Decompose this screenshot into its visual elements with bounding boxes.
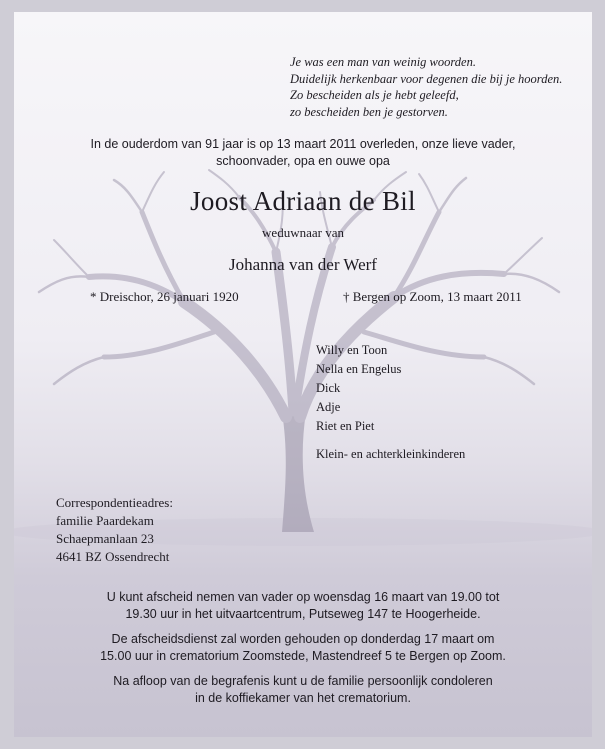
death-info: † Bergen op Zoom, 13 maart 2011	[343, 289, 522, 304]
grandchildren-label: Klein- en achterkleinkinderen	[316, 447, 466, 461]
announcement-line: In de ouderdom van 91 jaar is op 13 maart 2011 overleden, onze lieve vader,	[90, 137, 516, 151]
spouse-name: Johanna van der Werf	[229, 255, 377, 274]
birth-info: * Dreischor, 26 januari 1920	[90, 289, 239, 304]
address-line: Schaepmanlaan 23	[56, 531, 154, 546]
farewell-paragraph	[14, 589, 592, 623]
address-line: 4641 BZ Ossendrecht	[56, 549, 170, 564]
list-item: Riet en Piet	[316, 419, 375, 433]
poem-line: Duidelijk herkenbaar voor degenen die bij je hoorden.	[290, 71, 563, 86]
address-line: familie Paardekam	[56, 513, 154, 528]
farewell-line: 19.30 uur in het uitvaartcentrum, Putseweg 147 te Hoogerheide.	[125, 607, 481, 621]
service-line: De afscheidsdienst zal worden gehouden op donderdag 17 maart om	[111, 632, 495, 646]
poem-line: zo bescheiden ben je gestorven.	[290, 104, 448, 119]
list-item: Willy en Toon	[316, 343, 388, 357]
arrangements	[14, 589, 592, 715]
farewell-line: U kunt afscheid nemen van vader op woensdag 16 maart van 19.00 tot	[106, 590, 500, 604]
list-item: Adje	[316, 400, 341, 414]
widower-label: weduwnaar van	[262, 225, 344, 240]
condolences-line: Na afloop van de begrafenis kunt u de familie persoonlijk condoleren	[113, 674, 493, 688]
death-announcement	[14, 136, 592, 170]
deceased-name: Joost Adriaan de Bil	[190, 186, 416, 216]
address-heading: Correspondentieadres:	[56, 495, 173, 510]
correspondence-address	[56, 494, 173, 566]
funeral-card	[14, 12, 592, 737]
condolences-line: in de koffiekamer van het crematorium.	[195, 691, 411, 705]
children-list	[316, 341, 401, 436]
poem	[290, 54, 562, 120]
list-item: Nella en Engelus	[316, 362, 402, 376]
service-line: 15.00 uur in crematorium Zoomstede, Mastendreef 5 te Bergen op Zoom.	[100, 649, 506, 663]
service-paragraph	[14, 631, 592, 665]
condolences-paragraph	[14, 673, 592, 707]
poem-line: Zo bescheiden als je hebt geleefd,	[290, 88, 459, 102]
list-item: Dick	[316, 381, 341, 395]
announcement-line: schoonvader, opa en ouwe opa	[216, 154, 390, 168]
poem-line: Je was een man van weinig woorden.	[290, 55, 476, 69]
